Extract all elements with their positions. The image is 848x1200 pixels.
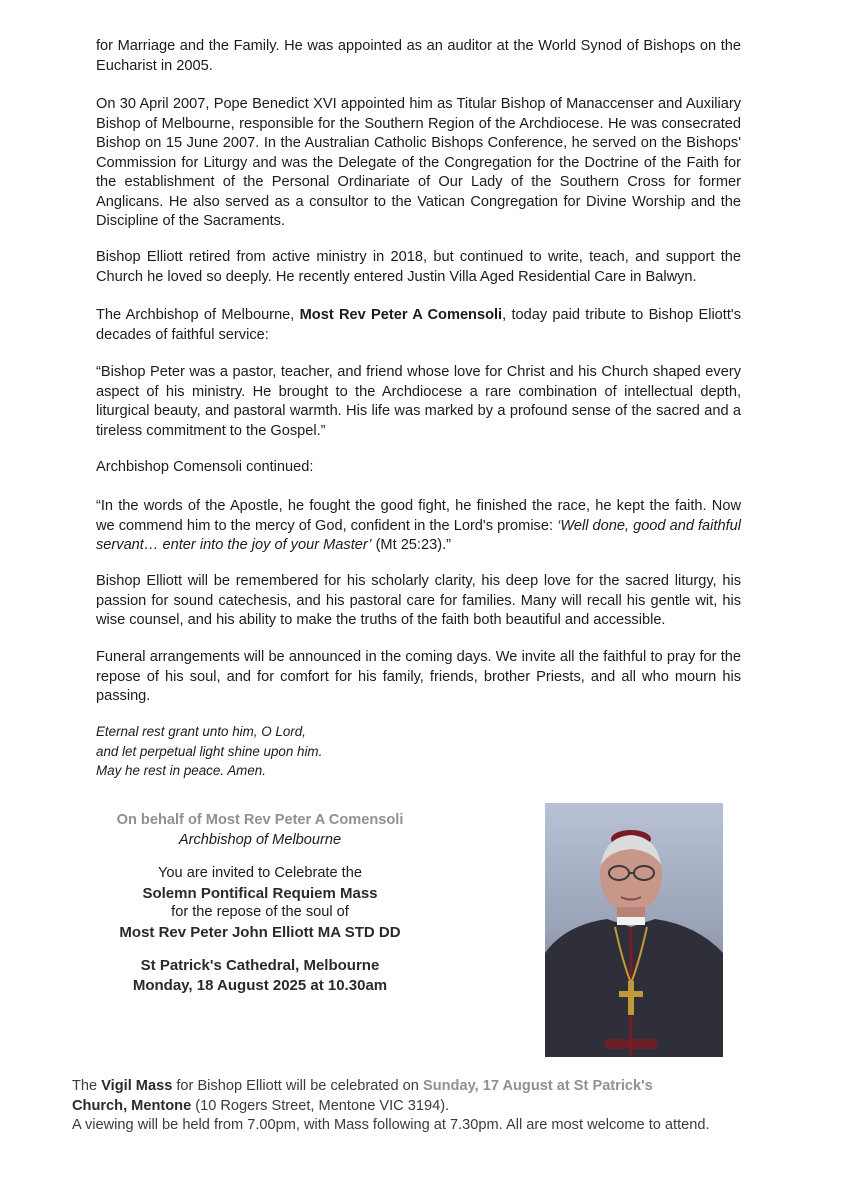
deceased-name: Most Rev Peter John Elliott MA STD DD (119, 923, 401, 941)
eternal-rest-prayer (96, 722, 496, 781)
mass-datetime: Monday, 18 August 2025 at 10.30am (132, 976, 388, 994)
vigil-mass-label: Vigil Mass (101, 1078, 173, 1094)
viewing-notice: A viewing will be held from 7.00pm, with Mass following at 7.30pm. All are most welcome to attend. (72, 1117, 710, 1133)
paragraph-tribute-intro (96, 306, 741, 345)
repose-line: for the repose of the soul of (171, 904, 349, 920)
paragraph-retirement: Bishop Elliott retired from active ministry in 2018, but continued to write, teach, and support the Church he loved so deeply. He recently entered Justin Villa Aged Residential Care in Balwyn. (96, 249, 741, 285)
vigil-mass-notice (72, 1077, 782, 1136)
archbishop-title: Archbishop of Melbourne (178, 831, 342, 848)
paragraph-tribute-quote: “Bishop Peter was a pastor, teacher, and friend whose love for Christ and his Church shaped every aspect of his ministry. He brought to the Archdiocese a rare combination of intellectual depth, liturgical beauty, and pastoral warmth. His life was marked by a profound sense of the sacred and a tireless commitment to the Gospel.” (96, 364, 741, 439)
notice-text: for Bishop Elliott will be celebrated on (172, 1078, 423, 1094)
paragraph-marriage-family: for Marriage and the Family. He was appointed as an auditor at the World Synod of Bishops on the Eucharist in 2005. (96, 38, 741, 74)
bishop-portrait (545, 803, 723, 1057)
apostle-quote-text: “In the words of the Apostle, he fought the good fight, he finished the race, he kept the faith. Now we commend him to the mercy of God, confident in the Lord's promise: (96, 498, 741, 534)
paragraph-continued: Archbishop Comensoli continued: (96, 459, 314, 475)
requiem-invitation (60, 811, 460, 995)
tribute-intro-text: The Archbishop of Melbourne, (96, 307, 300, 323)
prayer-line: and let perpetual light shine upon him. (96, 743, 323, 759)
mass-name: Solemn Pontifical Requiem Mass (142, 884, 378, 902)
vigil-date: Sunday, 17 August at St Patrick's (422, 1078, 653, 1094)
venue: St Patrick's Cathedral, Melbourne (140, 957, 380, 974)
prayer-line: May he rest in peace. Amen. (96, 763, 266, 778)
vigil-address: (10 Rogers Street, Mentone VIC 3194). (191, 1097, 450, 1114)
scripture-reference: (Mt 25:23).” (371, 537, 451, 553)
on-behalf-line: On behalf of Most Rev Peter A Comensoli (116, 812, 404, 828)
tribute-intro-end: , today paid tribute to Bishop Eliott's decades of faithful service: (96, 307, 741, 343)
notice-text: The (72, 1078, 102, 1094)
paragraph-remembered: Bishop Elliott will be remembered for his scholarly clarity, his deep love for the sacred liturgy, his passion for sound catechesis, and his pastoral care for families. Many will recall his gentle wit, his wise counsel, and his ability to make the truths of the faith both beautiful and accessible. (96, 573, 741, 628)
vigil-church: Church, Mentone (72, 1097, 192, 1114)
invited-line: You are invited to Celebrate the (158, 865, 362, 881)
prayer-line: Eternal rest grant unto him, O Lord, (96, 724, 306, 739)
archbishop-name: Most Rev Peter A Comensoli (299, 307, 503, 323)
scripture-quote: ‘Well done, good and faithful servant… enter into the joy of your Master’ (96, 517, 741, 553)
paragraph-funeral-arrangements: Funeral arrangements will be announced in the coming days. We invite all the faithful to pray for the repose of his soul, and for comfort for his family, friends, brother Priests, and all who mourn his passing. (96, 649, 741, 704)
paragraph-appointment: On 30 April 2007, Pope Benedict XVI appointed him as Titular Bishop of Manaccenser and Auxiliary Bishop of Melbourne, responsible for the Southern Region of the Archdiocese. He was consecrated Bishop on 15 June 2007. In the Australian Catholic Bishops Conference, he served on the Bishops' Commission for Liturgy and was the Delegate of the Congregation for the Doctrine of the Faith for the establishment of the Personal Ordinariate of Our Lady of the Southern Cross for former Anglicans. He also served as a consultor to the Vatican Congregation for Divine Worship and the Discipline of the Sacraments. (96, 96, 741, 229)
paragraph-apostle-quote (96, 497, 741, 556)
